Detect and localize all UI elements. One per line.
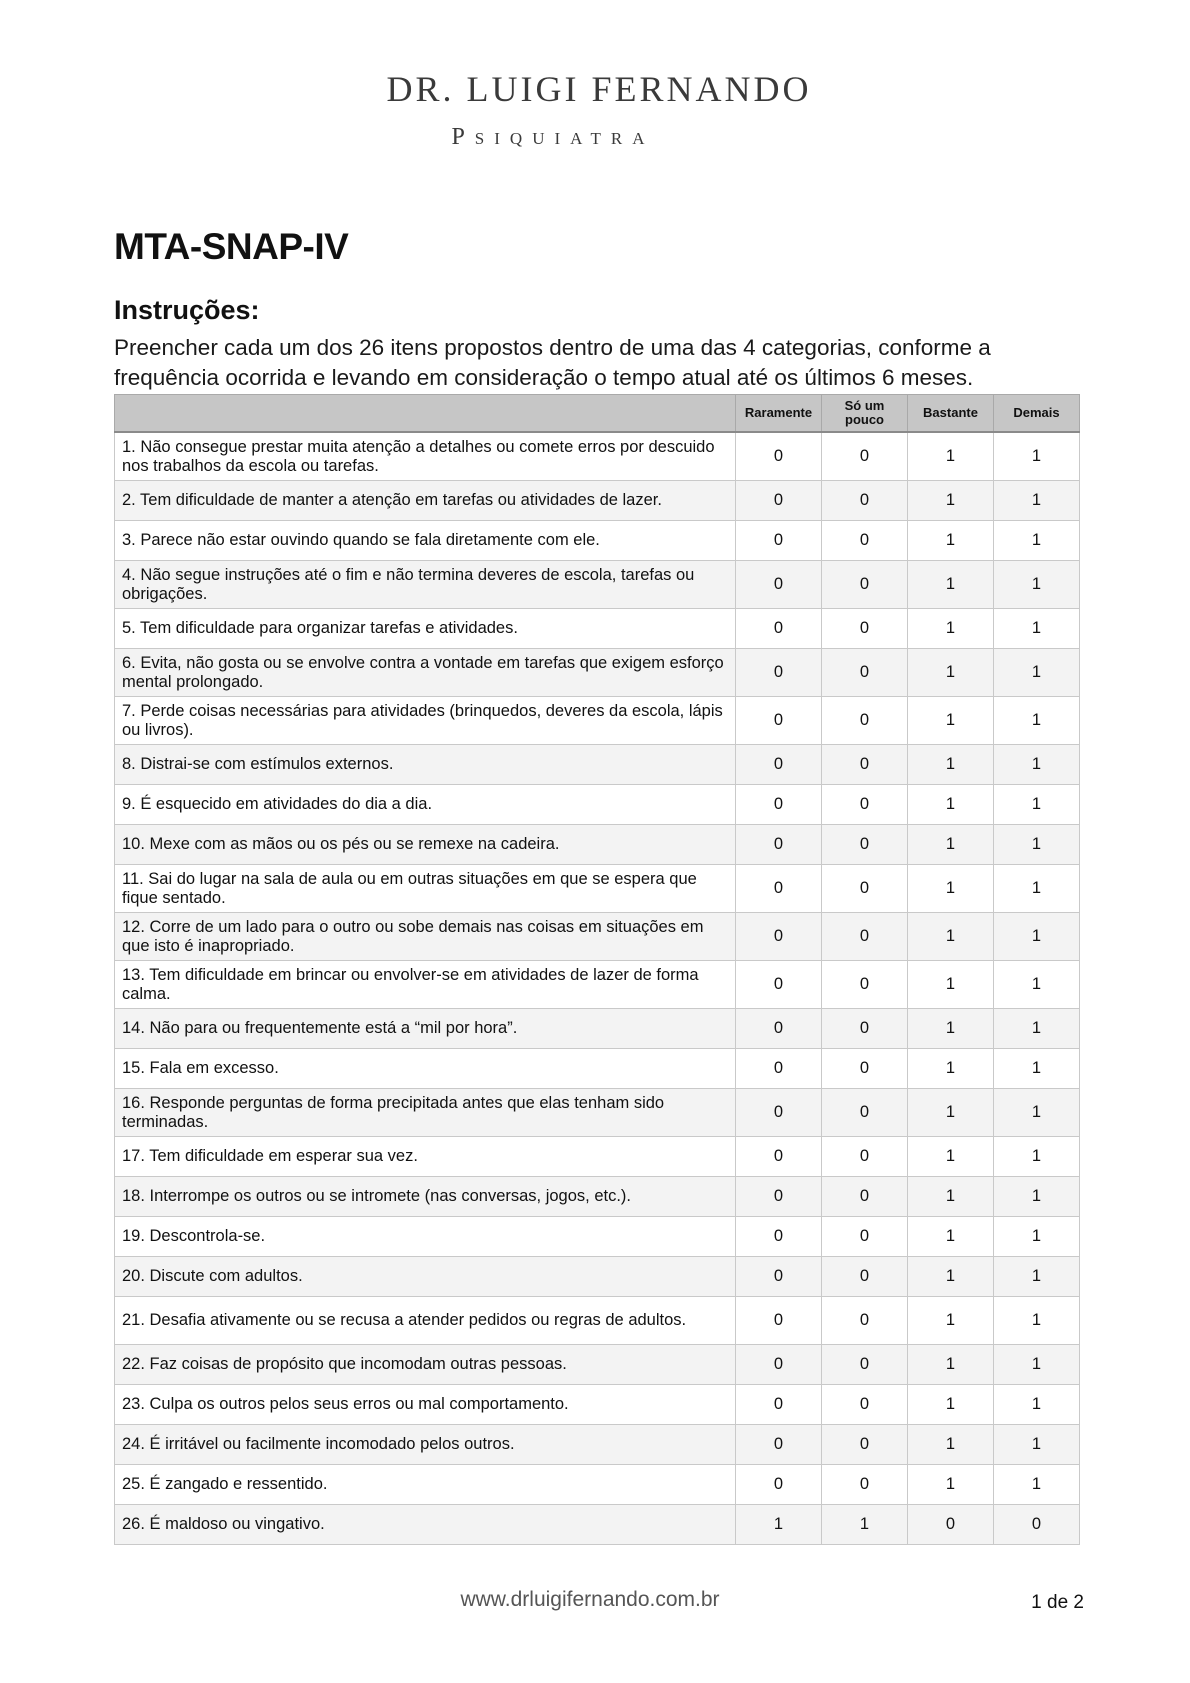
instructions-text: Preencher cada um dos 26 itens propostos dentro de uma das 4 categorias, conforme a frequência ocorrida e levando em consideração o tempo atual até os últimos 6 meses. [114,335,991,390]
item-text: 7. Perde coisas necessárias para atividades (brinquedos, deveres da escola, lápis ou livros). [115,697,736,745]
score-raramente[interactable]: 0 [736,1177,822,1217]
score-raramente[interactable]: 0 [736,609,822,649]
item-text: 21. Desafia ativamente ou se recusa a atender pedidos ou regras de adultos. [115,1297,736,1345]
table-row [115,1217,1080,1257]
header-so-um-pouco-label: Só um pouco [844,398,885,427]
item-text: 16. Responde perguntas de forma precipitada antes que elas tenham sido terminadas. [115,1089,736,1137]
score-demais[interactable]: 1 [994,1425,1080,1465]
score-so-um-pouco[interactable]: 0 [822,1049,908,1089]
table-row [115,1425,1080,1465]
score-raramente[interactable]: 0 [736,432,822,481]
table-row [115,521,1080,561]
score-demais[interactable]: 1 [994,1345,1080,1385]
item-text: 11. Sai do lugar na sala de aula ou em outras situações em que se espera que fique sentado. [115,865,736,913]
score-demais[interactable]: 1 [994,1089,1080,1137]
score-so-um-pouco[interactable]: 1 [822,1505,908,1545]
score-bastante[interactable]: 1 [908,745,994,785]
item-text: 10. Mexe com as mãos ou os pés ou se remexe na cadeira. [115,825,736,865]
document-title: MTA-SNAP-IV [114,226,349,267]
score-demais[interactable]: 1 [994,697,1080,745]
item-text: 22. Faz coisas de propósito que incomodam outras pessoas. [115,1345,736,1385]
score-demais[interactable]: 1 [994,1217,1080,1257]
score-bastante[interactable]: 1 [908,1425,994,1465]
score-raramente[interactable]: 0 [736,697,822,745]
header-raramente: Raramente [736,395,822,433]
score-so-um-pouco[interactable]: 0 [822,745,908,785]
score-so-um-pouco[interactable]: 0 [822,1385,908,1425]
score-bastante[interactable]: 1 [908,1257,994,1297]
score-so-um-pouco[interactable]: 0 [822,697,908,745]
score-raramente[interactable]: 0 [736,1425,822,1465]
item-text: 2. Tem dificuldade de manter a atenção em tarefas ou atividades de lazer. [115,481,736,521]
score-bastante[interactable]: 1 [908,825,994,865]
score-so-um-pouco[interactable]: 0 [822,1137,908,1177]
page-number: 1 de 2 [1031,1592,1084,1613]
table-row [115,1505,1080,1545]
score-raramente[interactable]: 0 [736,961,822,1009]
score-demais[interactable]: 1 [994,1465,1080,1505]
item-text: 23. Culpa os outros pelos seus erros ou mal comportamento. [115,1385,736,1425]
score-so-um-pouco[interactable]: 0 [822,865,908,913]
score-so-um-pouco[interactable]: 0 [822,785,908,825]
table-row [115,1137,1080,1177]
score-so-um-pouco[interactable]: 0 [822,1297,908,1345]
score-bastante[interactable]: 1 [908,1089,994,1137]
score-demais[interactable]: 1 [994,1297,1080,1345]
item-text: 8. Distrai-se com estímulos externos. [115,745,736,785]
score-raramente[interactable]: 0 [736,785,822,825]
score-demais[interactable]: 1 [994,432,1080,481]
score-demais[interactable]: 1 [994,1009,1080,1049]
score-demais[interactable]: 1 [994,785,1080,825]
score-so-um-pouco[interactable]: 0 [822,1425,908,1465]
score-so-um-pouco[interactable]: 0 [822,961,908,1009]
score-so-um-pouco[interactable]: 0 [822,913,908,961]
score-raramente[interactable]: 0 [736,865,822,913]
score-so-um-pouco[interactable]: 0 [822,1217,908,1257]
score-bastante[interactable]: 1 [908,649,994,697]
score-bastante[interactable]: 1 [908,432,994,481]
score-bastante[interactable]: 1 [908,1177,994,1217]
score-bastante[interactable]: 1 [908,1297,994,1345]
item-text: 20. Discute com adultos. [115,1257,736,1297]
table-row [115,825,1080,865]
header-so-um-pouco [822,395,908,433]
score-bastante[interactable]: 1 [908,481,994,521]
score-bastante[interactable]: 1 [908,521,994,561]
score-demais[interactable]: 1 [994,561,1080,609]
score-raramente[interactable]: 0 [736,1465,822,1505]
score-bastante[interactable]: 1 [908,609,994,649]
score-so-um-pouco[interactable]: 0 [822,609,908,649]
score-raramente[interactable]: 0 [736,1089,822,1137]
score-bastante[interactable]: 1 [908,561,994,609]
score-bastante[interactable]: 1 [908,961,994,1009]
table-row [115,785,1080,825]
table-row [115,1089,1080,1137]
score-raramente[interactable]: 1 [736,1505,822,1545]
score-bastante[interactable]: 1 [908,1009,994,1049]
table-row [115,1257,1080,1297]
score-demais[interactable]: 1 [994,913,1080,961]
score-bastante[interactable]: 1 [908,1137,994,1177]
letterhead [0,68,1190,151]
score-raramente[interactable]: 0 [736,649,822,697]
table-row [115,432,1080,481]
score-demais[interactable]: 0 [994,1505,1080,1545]
table-row [115,1465,1080,1505]
score-bastante[interactable]: 1 [908,1385,994,1425]
score-bastante[interactable]: 0 [908,1505,994,1545]
header-item [115,395,736,433]
score-raramente[interactable]: 0 [736,561,822,609]
item-text: 24. É irritável ou facilmente incomodado pelos outros. [115,1425,736,1465]
score-raramente[interactable]: 0 [736,825,822,865]
header-demais: Demais [994,395,1080,433]
table-row [115,561,1080,609]
table-header-row [115,395,1080,433]
item-text: 14. Não para ou frequentemente está a “mil por hora”. [115,1009,736,1049]
item-text: 26. É maldoso ou vingativo. [115,1505,736,1545]
score-demais[interactable]: 1 [994,1385,1080,1425]
table-row [115,1385,1080,1425]
item-text: 4. Não segue instruções até o fim e não termina deveres de escola, tarefas ou obrigações. [115,561,736,609]
score-raramente[interactable]: 0 [736,913,822,961]
score-bastante[interactable]: 1 [908,1345,994,1385]
score-demais[interactable]: 1 [994,961,1080,1009]
score-raramente[interactable]: 0 [736,1217,822,1257]
score-so-um-pouco[interactable]: 0 [822,825,908,865]
table-row [115,1009,1080,1049]
score-bastante[interactable]: 1 [908,1217,994,1257]
score-demais[interactable]: 1 [994,481,1080,521]
item-text: 15. Fala em excesso. [115,1049,736,1089]
table-row [115,1345,1080,1385]
score-demais[interactable]: 1 [994,1257,1080,1297]
snap-iv-table [114,394,1080,1545]
score-so-um-pouco[interactable]: 0 [822,1009,908,1049]
item-text: 25. É zangado e ressentido. [115,1465,736,1505]
table-row [115,745,1080,785]
item-text: 6. Evita, não gosta ou se envolve contra a vontade em tarefas que exigem esforço mental prolongado. [115,649,736,697]
score-demais[interactable]: 1 [994,521,1080,561]
score-so-um-pouco[interactable]: 0 [822,1257,908,1297]
instructions-heading: Instruções: [114,295,260,325]
footer-website: www.drluigifernando.com.br [460,1588,720,1611]
doctor-name: DR. LUIGI FERNANDO [386,69,812,109]
score-raramente[interactable]: 0 [736,745,822,785]
score-so-um-pouco[interactable]: 0 [822,561,908,609]
doctor-specialty: Psiquiatra [451,124,655,150]
item-text: 18. Interrompe os outros ou se intromete (nas conversas, jogos, etc.). [115,1177,736,1217]
table-row [115,649,1080,697]
table-row [115,865,1080,913]
score-so-um-pouco[interactable]: 0 [822,481,908,521]
score-demais[interactable]: 1 [994,1049,1080,1089]
item-text: 12. Corre de um lado para o outro ou sobe demais nas coisas em situações em que isto é inapropriado. [115,913,736,961]
score-raramente[interactable]: 0 [736,1137,822,1177]
score-so-um-pouco[interactable]: 0 [822,521,908,561]
score-so-um-pouco[interactable]: 0 [822,432,908,481]
table-row [115,961,1080,1009]
score-so-um-pouco[interactable]: 0 [822,1177,908,1217]
score-demais[interactable]: 1 [994,649,1080,697]
score-bastante[interactable]: 1 [908,785,994,825]
table-row [115,1049,1080,1089]
item-text: 5. Tem dificuldade para organizar tarefas e atividades. [115,609,736,649]
score-demais[interactable]: 1 [994,865,1080,913]
score-demais[interactable]: 1 [994,1177,1080,1217]
score-raramente[interactable]: 0 [736,1257,822,1297]
score-raramente[interactable]: 0 [736,481,822,521]
score-bastante[interactable]: 1 [908,1049,994,1089]
score-demais[interactable]: 1 [994,609,1080,649]
item-text: 9. É esquecido em atividades do dia a dia. [115,785,736,825]
score-bastante[interactable]: 1 [908,1465,994,1505]
table-row [115,609,1080,649]
item-text: 3. Parece não estar ouvindo quando se fala diretamente com ele. [115,521,736,561]
score-raramente[interactable]: 0 [736,1345,822,1385]
score-raramente[interactable]: 0 [736,1049,822,1089]
table-row [115,481,1080,521]
score-bastante[interactable]: 1 [908,913,994,961]
score-raramente[interactable]: 0 [736,521,822,561]
score-so-um-pouco[interactable]: 0 [822,1465,908,1505]
score-bastante[interactable]: 1 [908,697,994,745]
item-text: 19. Descontrola-se. [115,1217,736,1257]
score-demais[interactable]: 1 [994,1137,1080,1177]
score-so-um-pouco[interactable]: 0 [822,649,908,697]
score-demais[interactable]: 1 [994,745,1080,785]
score-raramente[interactable]: 0 [736,1385,822,1425]
table-row [115,697,1080,745]
score-raramente[interactable]: 0 [736,1009,822,1049]
header-bastante: Bastante [908,395,994,433]
item-text: 17. Tem dificuldade em esperar sua vez. [115,1137,736,1177]
score-raramente[interactable]: 0 [736,1297,822,1345]
item-text: 13. Tem dificuldade em brincar ou envolver-se em atividades de lazer de forma calma. [115,961,736,1009]
score-so-um-pouco[interactable]: 0 [822,1089,908,1137]
table-row [115,1177,1080,1217]
score-so-um-pouco[interactable]: 0 [822,1345,908,1385]
item-text: 1. Não consegue prestar muita atenção a detalhes ou comete erros por descuido nos trabalhos da escola ou tarefas. [115,432,736,481]
score-bastante[interactable]: 1 [908,865,994,913]
table-row [115,1297,1080,1345]
score-demais[interactable]: 1 [994,825,1080,865]
table-row [115,913,1080,961]
